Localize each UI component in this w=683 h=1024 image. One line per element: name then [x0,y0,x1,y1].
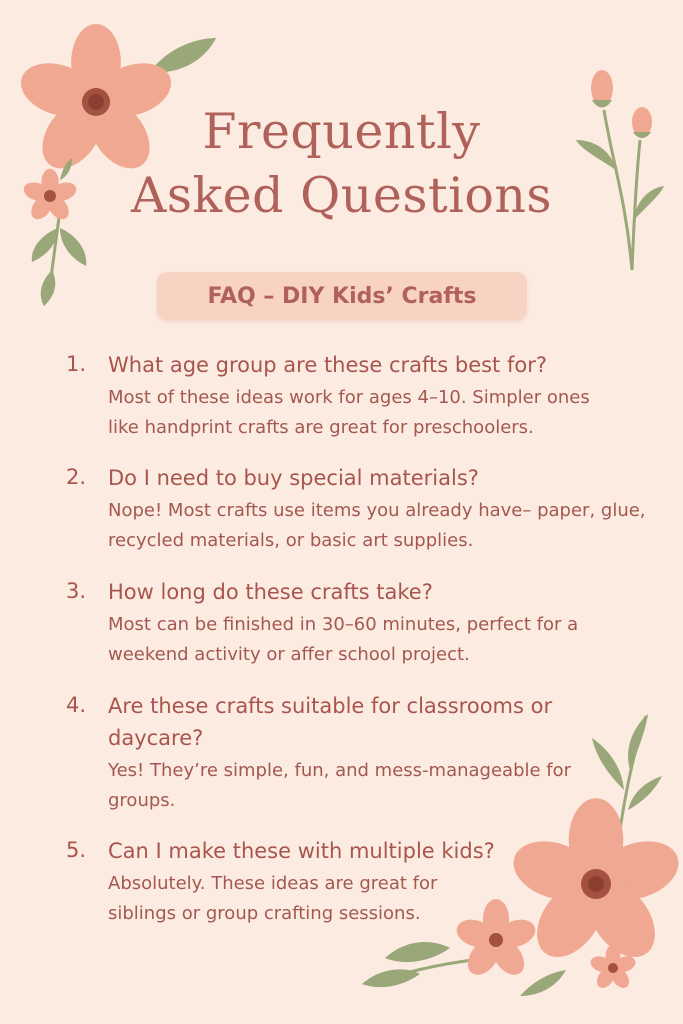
faq-answer: Yes! They’re simple, fun, and mess-manageable for groups. [108,760,572,811]
faq-number: 3. [66,579,87,603]
title-line-2: Asked Questions [130,167,553,224]
faq-number: 4. [66,693,87,717]
faq-question: How long do these crafts take? [108,580,433,604]
title-line-1: Frequently [202,103,481,160]
page-title [0,100,683,228]
faq-question: What age group are these crafts best for? [108,353,547,377]
faq-answer: Nope! Most crafts use items you already have– paper, glue, recycled materials, or basic art supplies. [108,500,646,551]
faq-answer: Most of these ideas work for ages 4–10. Simpler ones like handprint crafts are great for preschoolers. [108,387,590,438]
faq-question: Are these crafts suitable for classrooms or daycare? [108,694,553,750]
bottom-leaves-icon [362,942,566,996]
faq-question: Can I make these with multiple kids? [108,839,495,863]
faq-number: 5. [66,838,87,862]
faq-question: Do I need to buy special materials? [108,466,479,490]
faq-number: 2. [66,465,87,489]
faq-number: 1. [66,352,87,376]
faq-answer: Absolutely. These ideas are great for siblings or group crafting sessions. [108,873,438,924]
faq-subtitle-badge: FAQ – DIY Kids’ Crafts [157,272,527,320]
faq-answer: Most can be finished in 30–60 minutes, perfect for a weekend activity or affer school project. [108,614,579,665]
